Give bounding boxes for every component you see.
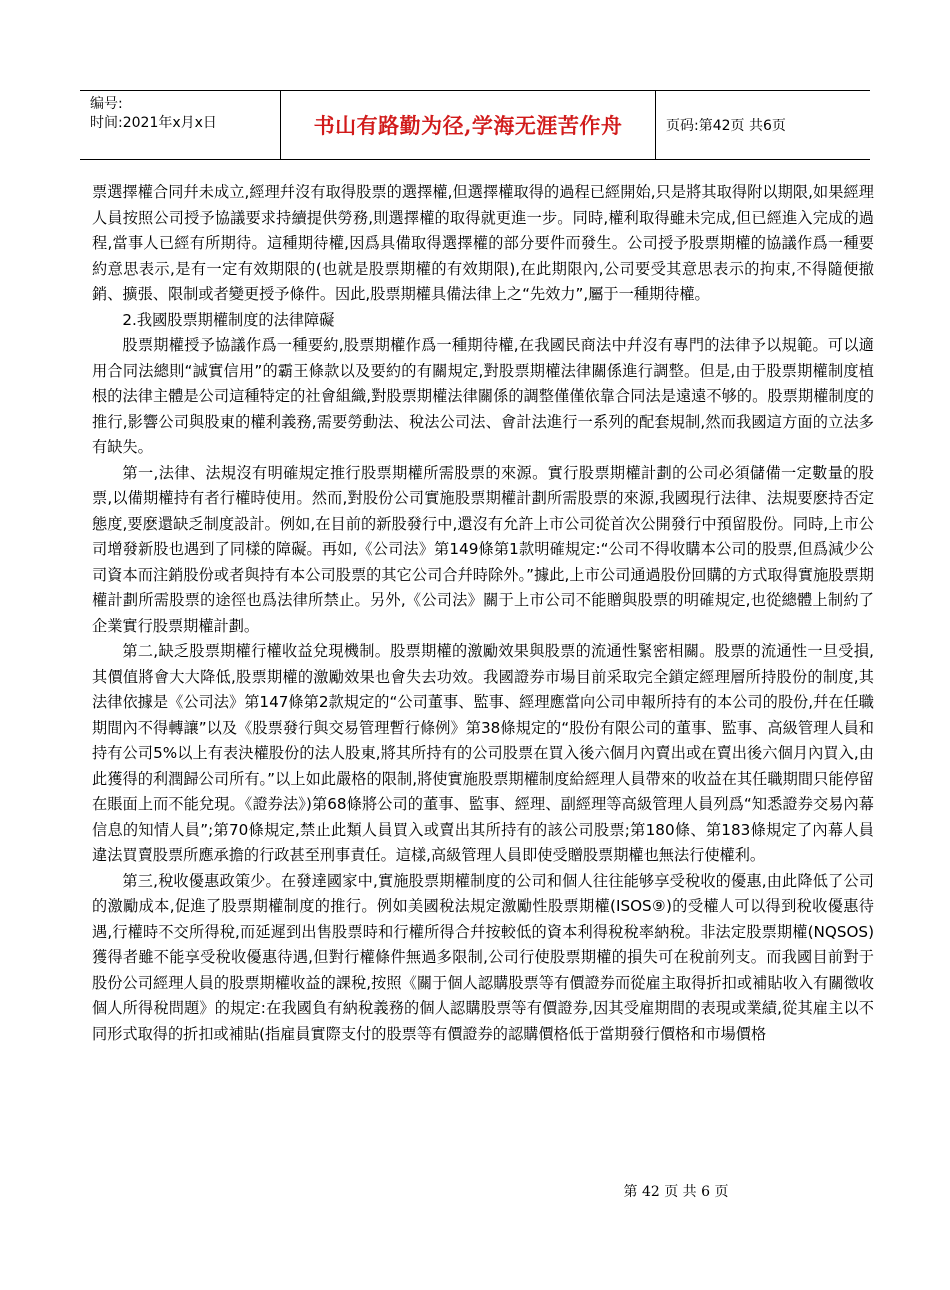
header-meta — [80, 91, 280, 159]
paragraph: 第一,法律、法規沒有明確規定推行股票期權所需股票的來源。實行股票期權計劃的公司必須儲備一定數量的股票,以備期權持有者行權時使用。然而,對股份公司實施股票期權計劃所需股票的來源,我國現行法律、法規要麽持否定態度,要麽還缺乏制度設計。例如,在目前的新股發行中,還沒有允許上市公司從首次公開發行中預留股份。同時,上市公司增發新股也遇到了同樣的障礙。再如,《公司法》第149條第1款明確規定:“公司不得收購本公司的股票,但爲減少公司資本而注銷股份或者與持有本公司股票的其它公司合幷時除外。”據此,上市公司通過股份回購的方式取得實施股票期權計劃所需股票的途徑也爲法律所禁止。另外,《公司法》關于上市公司不能贈與股票的明確規定,也從總體上制約了企業實行股票期權計劃。 — [92, 463, 874, 635]
page-footer: 第 42 页 共 6 页 — [623, 1184, 729, 1200]
header-page-info: 页码:第42页 共6页 — [666, 118, 786, 134]
header-motto: 书山有路勤为径,学海无涯苦作舟 — [280, 91, 656, 159]
paragraph: 第二,缺乏股票期權行權收益兌現機制。股票期權的激勵效果與股票的流通性緊密相關。股票的流通性一旦受損,其價值將會大大降低,股票期權的激勵效果也會失去功效。我國證券市場目前采取完全鎖定經理層所持股份的制度,其法律依據是《公司法》第147條第2款規定的“公司董事、監事、經理應當向公司申報所持有的本公司的股份,幷在任職期間內不得轉讓”以及《股票發行與交易管理暫行條例》第38條規定的“股份有限公司的董事、監事、高級管理人員和持有公司5%以上有表決權股份的法人股東,將其所持有的公司股票在買入後六個月內賣出或在賣出後六個月內買入,由此獲得的利潤歸公司所有。”以上如此嚴格的限制,將使實施股票期權制度給經理人員帶來的收益在其任職期間只能停留在賬面上而不能兌現。《證券法》)第68條將公司的董事、監事、經理、副經理等高級管理人員列爲“知悉證券交易內幕信息的知情人員”;第70條規定,禁止此類人員買入或賣出其所持有的該公司股票;第180條、第183條規定了內幕人員違法買賣股票所應承擔的行政甚至刑事責任。這樣,高級管理人員即使受贈股票期權也無法行使權利。 — [92, 642, 874, 864]
time-label: 时间:2021年x月x日 — [90, 115, 217, 131]
paragraph-continued: 票選擇權合同幷未成立,經理幷沒有取得股票的選擇權,但選擇權取得的過程已經開始,只是將其取得附以期限,如果經理人員按照公司授予協議要求持續提供勞務,則選擇權的取得就更進一步。同時,權利取得雖未完成,但已經進入完成的過程,當事人已經有所期待。這種期待權,因爲具備取得選擇權的部分要件而發生。公司授予股票期權的協議作爲一種要約意思表示,是有一定有效期限的(也就是股票期權的有效期限),在此期限內,公司要受其意思表示的拘束,不得隨便撤銷、擴張、限制或者變更授予條件。因此,股票期權具備法律上之“先效力”,屬于一種期待權。 — [92, 183, 874, 303]
section-heading: 2.我國股票期權制度的法律障礙 — [122, 310, 335, 329]
page-header — [80, 90, 870, 160]
paragraph: 股票期權授予協議作爲一種要約,股票期權作爲一種期待權,在我國民商法中幷沒有專門的法律予以規範。可以適用合同法總則“誠實信用”的霸王條款以及要約的有關規定,對股票期權法律關係進行調整。但是,由于股票期權制度植根的法律主體是公司這種特定的社會組織,對股票期權法律關係的調整僅僅依靠合同法是遠遠不够的。股票期權制度的推行,影響公司與股東的權利義務,需要勞動法、稅法公司法、會計法進行一系列的配套規制,然而我國這方面的立法多有缺失。 — [92, 336, 874, 456]
document-body — [92, 180, 874, 1047]
number-label: 编号: — [90, 96, 123, 112]
paragraph: 第三,稅收優惠政策少。在發達國家中,實施股票期權制度的公司和個人往往能够享受稅收的優惠,由此降低了公司的激勵成本,促進了股票期權制度的推行。例如美國稅法規定激勵性股票期權(ISOS⑨)的受權人可以得到稅收優惠待遇,行權時不交所得稅,而延遲到出售股票時和行權所得合幷按較低的資本利得稅稅率納稅。非法定股票期權(NQSOS)獲得者雖不能享受稅收優惠待遇,但對行權條件無過多限制,公司行使股票期權的損失可在稅前列支。而我國目前對于股份公司經理人員的股票期權收益的課稅,按照《關于個人認購股票等有價證券而從雇主取得折扣或補貼收入有關徵收個人所得稅問題》的規定:在我國負有納稅義務的個人認購股票等有價證券,因其受雇期間的表現或業績,從其雇主以不同形式取得的折扣或補貼(指雇員實際支付的股票等有價證券的認購價格低于當期發行價格和市場價格 — [92, 871, 874, 1043]
